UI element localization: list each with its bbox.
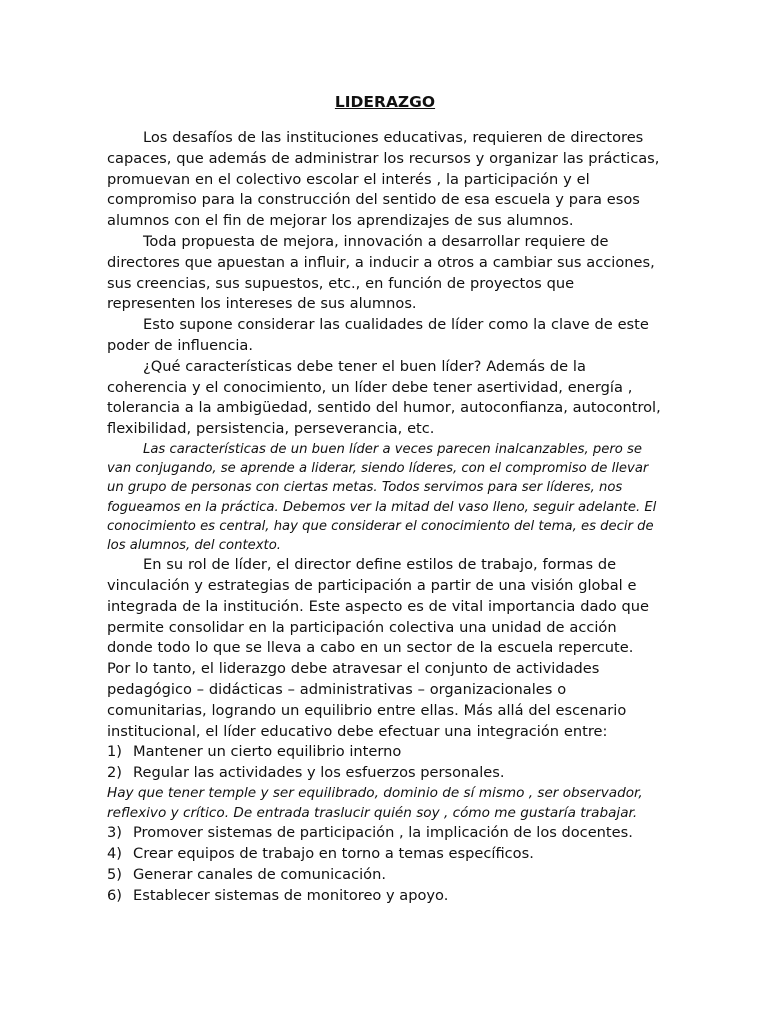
paragraph-5: En su rol de líder, el director define estilos de trabajo, formas de vinculación y estrategias de participación a partir de una visión global e integrada de la institución. Este aspecto es de vital importancia dado que permite consolidar en la participación colectiva una unidad de acción donde todo lo que se lleva a cabo en un sector de la escuela repercute. [107, 556, 649, 657]
list-item [107, 865, 663, 886]
list-item [107, 823, 663, 844]
paragraph-2: Toda propuesta de mejora, innovación a desarrollar requiere de directores que apuestan a influir, a inducir a otros a cambiar sus acciones, sus creencias, sus supuestos, etc., en función de proyectos que representen los intereses de sus alumnos. [107, 232, 655, 313]
document-page [107, 92, 663, 906]
list-number: 4) [107, 844, 122, 862]
page-title: LIDERAZGO [334, 93, 436, 111]
list-number: 6) [107, 886, 122, 904]
list-number: 5) [107, 865, 122, 883]
list-text: Establecer sistemas de monitoreo y apoyo. [133, 886, 449, 904]
list-number: 1) [107, 743, 122, 761]
list-text: Mantener un cierto equilibrio interno [133, 743, 402, 761]
paragraph-3: Esto supone considerar las cualidades de líder como la clave de este poder de influencia. [107, 316, 649, 354]
list-item [107, 763, 663, 784]
paragraph-1: Los desafíos de las instituciones educativas, requieren de directores capaces, que además de administrar los recursos y organizar las prácticas, promuevan en el colectivo escolar el interés , la participación y el compromiso para la construcción del sentido de esa escuela y para esos alumnos con el fin de mejorar los aprendizajes de sus alumnos. [107, 129, 660, 230]
list-text: Generar canales de comunicación. [133, 865, 386, 883]
numbered-list-b [107, 823, 663, 906]
numbered-list-a [107, 742, 663, 784]
list-item [107, 844, 663, 865]
list-text: Crear equipos de trabajo en torno a temas específicos. [133, 844, 534, 862]
list-item [107, 886, 663, 907]
quote-block-1: Las características de un buen líder a veces parecen inalcanzables, pero se van conjugando, se aprende a liderar, siendo líderes, con el compromiso de llevar un grupo de personas con ciertas metas. Todos servimos para ser líderes, nos fogueamos en la práctica. Debemos ver la mitad del vaso lleno, seguir adelante. El conocimiento es central, hay que considerar el conocimiento del tema, es decir de los alumnos, del contexto. [107, 441, 657, 553]
list-text: Promover sistemas de participación , la implicación de los docentes. [133, 824, 633, 842]
paragraph-6: Por lo tanto, el liderazgo debe atravesar el conjunto de actividades pedagógico – didácticas – administrativas – organizacionales o comunitarias, logrando un equilibrio entre ellas. Más allá del escenario institucional, el líder educativo debe efectuar una integración entre: [107, 660, 627, 740]
list-text: Regular las actividades y los esfuerzos personales. [133, 764, 505, 782]
list-number: 3) [107, 824, 122, 842]
quote-block-2: Hay que tener temple y ser equilibrado, dominio de sí mismo , ser observador, reflexivo y crítico. De entrada traslucir quién soy , cómo me gustaría trabajar. [107, 784, 643, 821]
list-number: 2) [107, 764, 122, 782]
paragraph-4: ¿Qué características debe tener el buen líder? Además de la coherencia y el conocimiento, un líder debe tener asertividad, energía , tolerancia a la ambigüedad, sentido del humor, autoconfianza, autocontrol, flexibilidad, persistencia, perseverancia, etc. [107, 357, 661, 438]
list-item [107, 742, 663, 763]
